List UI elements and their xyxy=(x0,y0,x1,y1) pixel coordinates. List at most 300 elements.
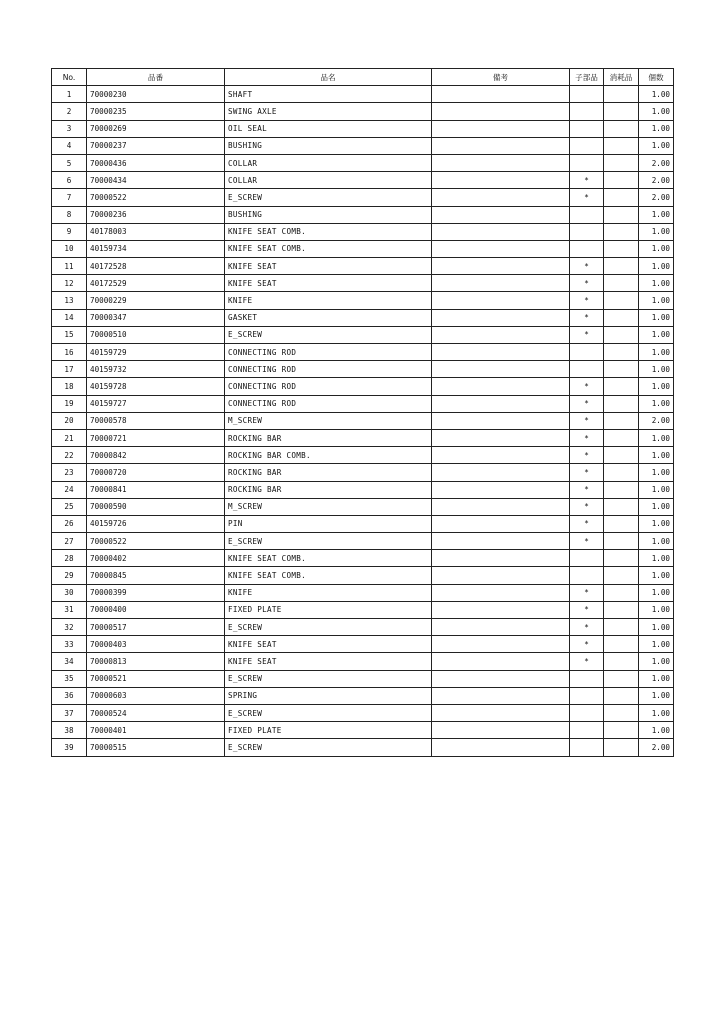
cell-no: 1 xyxy=(52,86,87,103)
cell-remarks xyxy=(432,481,570,498)
cell-quantity: 1.00 xyxy=(639,395,674,412)
cell-quantity: 1.00 xyxy=(639,103,674,120)
cell-part-name: SHAFT xyxy=(225,86,432,103)
cell-remarks xyxy=(432,378,570,395)
cell-sub-part xyxy=(570,361,604,378)
cell-consumable xyxy=(604,687,639,704)
cell-consumable xyxy=(604,292,639,309)
cell-no: 8 xyxy=(52,206,87,223)
cell-quantity: 1.00 xyxy=(639,567,674,584)
cell-no: 20 xyxy=(52,412,87,429)
cell-part-name: BUSHING xyxy=(225,137,432,154)
table-row xyxy=(52,567,674,584)
cell-quantity: 2.00 xyxy=(639,189,674,206)
cell-sub-part xyxy=(570,103,604,120)
cell-consumable xyxy=(604,378,639,395)
parts-rows xyxy=(52,86,674,756)
cell-part-name: KNIFE SEAT xyxy=(225,653,432,670)
cell-no: 32 xyxy=(52,619,87,636)
cell-sub-part: * xyxy=(570,292,604,309)
cell-no: 21 xyxy=(52,429,87,446)
cell-remarks xyxy=(432,189,570,206)
cell-consumable xyxy=(604,584,639,601)
cell-sub-part xyxy=(570,120,604,137)
table-row xyxy=(52,361,674,378)
cell-no: 34 xyxy=(52,653,87,670)
cell-quantity: 1.00 xyxy=(639,653,674,670)
cell-part-name: CONNECTING ROD xyxy=(225,395,432,412)
header-quantity: 個数 xyxy=(639,69,674,86)
cell-remarks xyxy=(432,172,570,189)
cell-consumable xyxy=(604,172,639,189)
cell-sub-part xyxy=(570,206,604,223)
cell-remarks xyxy=(432,206,570,223)
cell-quantity: 1.00 xyxy=(639,240,674,257)
header-row xyxy=(52,69,674,86)
cell-remarks xyxy=(432,515,570,532)
cell-part-number: 40172528 xyxy=(87,258,225,275)
cell-part-number: 70000403 xyxy=(87,636,225,653)
cell-part-name: PIN xyxy=(225,515,432,532)
cell-part-name: E_SCREW xyxy=(225,619,432,636)
cell-sub-part: * xyxy=(570,584,604,601)
cell-part-number: 70000434 xyxy=(87,172,225,189)
cell-part-number: 70000522 xyxy=(87,189,225,206)
cell-part-number: 70000517 xyxy=(87,619,225,636)
cell-remarks xyxy=(432,344,570,361)
cell-sub-part: * xyxy=(570,619,604,636)
cell-no: 39 xyxy=(52,739,87,756)
table-row xyxy=(52,103,674,120)
cell-part-name: KNIFE SEAT xyxy=(225,275,432,292)
table-row xyxy=(52,429,674,446)
cell-no: 11 xyxy=(52,258,87,275)
cell-sub-part xyxy=(570,567,604,584)
cell-quantity: 1.00 xyxy=(639,326,674,343)
cell-no: 13 xyxy=(52,292,87,309)
cell-part-name: FIXED PLATE xyxy=(225,601,432,618)
cell-sub-part xyxy=(570,344,604,361)
cell-part-name: OIL SEAL xyxy=(225,120,432,137)
cell-sub-part: * xyxy=(570,189,604,206)
table-row xyxy=(52,172,674,189)
cell-remarks xyxy=(432,550,570,567)
cell-part-name: M_SCREW xyxy=(225,412,432,429)
cell-sub-part xyxy=(570,722,604,739)
table-row xyxy=(52,498,674,515)
cell-part-name: KNIFE SEAT xyxy=(225,258,432,275)
cell-part-name: E_SCREW xyxy=(225,739,432,756)
cell-quantity: 1.00 xyxy=(639,498,674,515)
cell-no: 18 xyxy=(52,378,87,395)
cell-remarks xyxy=(432,103,570,120)
cell-remarks xyxy=(432,447,570,464)
cell-remarks xyxy=(432,309,570,326)
cell-sub-part xyxy=(570,687,604,704)
cell-consumable xyxy=(604,223,639,240)
cell-consumable xyxy=(604,670,639,687)
cell-quantity: 1.00 xyxy=(639,137,674,154)
cell-sub-part: * xyxy=(570,172,604,189)
cell-part-name: KNIFE SEAT COMB. xyxy=(225,240,432,257)
cell-part-number: 70000813 xyxy=(87,653,225,670)
cell-consumable xyxy=(604,447,639,464)
cell-sub-part xyxy=(570,154,604,171)
cell-remarks xyxy=(432,704,570,721)
cell-sub-part: * xyxy=(570,429,604,446)
cell-consumable xyxy=(604,206,639,223)
table-row xyxy=(52,670,674,687)
cell-sub-part: * xyxy=(570,378,604,395)
table-row xyxy=(52,292,674,309)
cell-no: 5 xyxy=(52,154,87,171)
cell-part-name: SPRING xyxy=(225,687,432,704)
cell-no: 33 xyxy=(52,636,87,653)
cell-quantity: 1.00 xyxy=(639,309,674,326)
cell-sub-part xyxy=(570,223,604,240)
table-row xyxy=(52,533,674,550)
cell-consumable xyxy=(604,137,639,154)
table-row xyxy=(52,223,674,240)
cell-sub-part: * xyxy=(570,326,604,343)
cell-consumable xyxy=(604,481,639,498)
cell-no: 16 xyxy=(52,344,87,361)
cell-consumable xyxy=(604,361,639,378)
cell-quantity: 1.00 xyxy=(639,601,674,618)
cell-part-name: E_SCREW xyxy=(225,533,432,550)
cell-quantity: 1.00 xyxy=(639,292,674,309)
cell-part-name: CONNECTING ROD xyxy=(225,361,432,378)
table-row xyxy=(52,722,674,739)
cell-consumable xyxy=(604,326,639,343)
cell-consumable xyxy=(604,429,639,446)
cell-consumable xyxy=(604,601,639,618)
cell-part-name: KNIFE SEAT COMB. xyxy=(225,550,432,567)
cell-quantity: 2.00 xyxy=(639,739,674,756)
cell-quantity: 2.00 xyxy=(639,172,674,189)
cell-consumable xyxy=(604,120,639,137)
table-row xyxy=(52,275,674,292)
cell-no: 19 xyxy=(52,395,87,412)
cell-remarks xyxy=(432,653,570,670)
cell-part-number: 40159727 xyxy=(87,395,225,412)
cell-part-number: 40159728 xyxy=(87,378,225,395)
cell-consumable xyxy=(604,739,639,756)
cell-quantity: 1.00 xyxy=(639,636,674,653)
cell-consumable xyxy=(604,395,639,412)
table-row xyxy=(52,550,674,567)
cell-sub-part xyxy=(570,240,604,257)
cell-no: 38 xyxy=(52,722,87,739)
cell-part-name: GASKET xyxy=(225,309,432,326)
cell-consumable xyxy=(604,619,639,636)
cell-remarks xyxy=(432,739,570,756)
cell-sub-part xyxy=(570,670,604,687)
cell-remarks xyxy=(432,326,570,343)
table-row xyxy=(52,86,674,103)
table-row xyxy=(52,653,674,670)
table-row xyxy=(52,189,674,206)
header-no: No. xyxy=(52,69,87,86)
cell-part-name: KNIFE xyxy=(225,584,432,601)
cell-quantity: 1.00 xyxy=(639,120,674,137)
cell-remarks xyxy=(432,464,570,481)
cell-part-number: 70000842 xyxy=(87,447,225,464)
cell-consumable xyxy=(604,412,639,429)
cell-sub-part xyxy=(570,704,604,721)
cell-part-number: 70000229 xyxy=(87,292,225,309)
cell-part-name: E_SCREW xyxy=(225,326,432,343)
cell-no: 10 xyxy=(52,240,87,257)
cell-part-number: 70000721 xyxy=(87,429,225,446)
cell-part-name: ROCKING BAR xyxy=(225,481,432,498)
cell-quantity: 1.00 xyxy=(639,670,674,687)
cell-part-name: BUSHING xyxy=(225,206,432,223)
cell-part-number: 70000399 xyxy=(87,584,225,601)
cell-part-number: 70000269 xyxy=(87,120,225,137)
cell-no: 30 xyxy=(52,584,87,601)
cell-remarks xyxy=(432,395,570,412)
cell-remarks xyxy=(432,498,570,515)
cell-remarks xyxy=(432,533,570,550)
header-sub-part: 子部品 xyxy=(570,69,604,86)
cell-quantity: 1.00 xyxy=(639,464,674,481)
table-row xyxy=(52,154,674,171)
table-row xyxy=(52,395,674,412)
header-consumable: 消耗品 xyxy=(604,69,639,86)
cell-consumable xyxy=(604,515,639,532)
cell-quantity: 1.00 xyxy=(639,361,674,378)
cell-part-name: E_SCREW xyxy=(225,670,432,687)
cell-remarks xyxy=(432,240,570,257)
cell-part-number: 70000524 xyxy=(87,704,225,721)
cell-quantity: 1.00 xyxy=(639,515,674,532)
cell-consumable xyxy=(604,498,639,515)
cell-remarks xyxy=(432,619,570,636)
cell-no: 22 xyxy=(52,447,87,464)
cell-quantity: 1.00 xyxy=(639,687,674,704)
cell-sub-part: * xyxy=(570,309,604,326)
cell-sub-part xyxy=(570,739,604,756)
table-row xyxy=(52,636,674,653)
cell-part-number: 70000400 xyxy=(87,601,225,618)
cell-part-number: 70000436 xyxy=(87,154,225,171)
table-row xyxy=(52,584,674,601)
cell-no: 3 xyxy=(52,120,87,137)
cell-part-number: 70000522 xyxy=(87,533,225,550)
cell-part-name: ROCKING BAR COMB. xyxy=(225,447,432,464)
cell-remarks xyxy=(432,120,570,137)
cell-consumable xyxy=(604,103,639,120)
cell-no: 4 xyxy=(52,137,87,154)
cell-sub-part: * xyxy=(570,395,604,412)
cell-no: 29 xyxy=(52,567,87,584)
cell-part-number: 40172529 xyxy=(87,275,225,292)
cell-no: 2 xyxy=(52,103,87,120)
cell-quantity: 1.00 xyxy=(639,86,674,103)
cell-part-name: E_SCREW xyxy=(225,704,432,721)
table-row xyxy=(52,120,674,137)
cell-remarks xyxy=(432,601,570,618)
cell-part-name: CONNECTING ROD xyxy=(225,378,432,395)
cell-consumable xyxy=(604,86,639,103)
cell-quantity: 1.00 xyxy=(639,704,674,721)
cell-no: 12 xyxy=(52,275,87,292)
header-part-number: 品番 xyxy=(87,69,225,86)
cell-remarks xyxy=(432,412,570,429)
cell-sub-part: * xyxy=(570,412,604,429)
cell-remarks xyxy=(432,292,570,309)
cell-quantity: 1.00 xyxy=(639,344,674,361)
cell-consumable xyxy=(604,258,639,275)
cell-part-number: 70000230 xyxy=(87,86,225,103)
cell-part-number: 40178003 xyxy=(87,223,225,240)
cell-quantity: 2.00 xyxy=(639,154,674,171)
cell-part-number: 70000578 xyxy=(87,412,225,429)
cell-quantity: 1.00 xyxy=(639,258,674,275)
table-row xyxy=(52,412,674,429)
cell-no: 25 xyxy=(52,498,87,515)
cell-no: 23 xyxy=(52,464,87,481)
cell-no: 36 xyxy=(52,687,87,704)
cell-consumable xyxy=(604,550,639,567)
cell-remarks xyxy=(432,567,570,584)
cell-part-name: KNIFE SEAT COMB. xyxy=(225,223,432,240)
cell-remarks xyxy=(432,154,570,171)
table-row xyxy=(52,601,674,618)
cell-no: 9 xyxy=(52,223,87,240)
cell-quantity: 1.00 xyxy=(639,550,674,567)
cell-part-name: CONNECTING ROD xyxy=(225,344,432,361)
cell-no: 31 xyxy=(52,601,87,618)
cell-part-number: 70000235 xyxy=(87,103,225,120)
cell-no: 27 xyxy=(52,533,87,550)
cell-remarks xyxy=(432,584,570,601)
cell-part-name: ROCKING BAR xyxy=(225,464,432,481)
cell-consumable xyxy=(604,636,639,653)
table-row xyxy=(52,206,674,223)
table-row xyxy=(52,258,674,275)
header-part-name: 品名 xyxy=(225,69,432,86)
cell-no: 28 xyxy=(52,550,87,567)
cell-part-number: 70000603 xyxy=(87,687,225,704)
cell-sub-part: * xyxy=(570,464,604,481)
cell-part-number: 70000841 xyxy=(87,481,225,498)
cell-remarks xyxy=(432,137,570,154)
table-row xyxy=(52,464,674,481)
cell-sub-part: * xyxy=(570,258,604,275)
cell-no: 6 xyxy=(52,172,87,189)
cell-consumable xyxy=(604,464,639,481)
header-remarks: 備考 xyxy=(432,69,570,86)
cell-part-name: M_SCREW xyxy=(225,498,432,515)
cell-remarks xyxy=(432,361,570,378)
cell-sub-part: * xyxy=(570,515,604,532)
cell-no: 15 xyxy=(52,326,87,343)
cell-sub-part xyxy=(570,137,604,154)
cell-part-number: 70000845 xyxy=(87,567,225,584)
cell-sub-part: * xyxy=(570,601,604,618)
cell-consumable xyxy=(604,240,639,257)
cell-consumable xyxy=(604,722,639,739)
cell-part-name: KNIFE xyxy=(225,292,432,309)
cell-part-name: KNIFE SEAT COMB. xyxy=(225,567,432,584)
cell-remarks xyxy=(432,429,570,446)
cell-sub-part: * xyxy=(570,533,604,550)
table-row xyxy=(52,309,674,326)
cell-part-number: 70000590 xyxy=(87,498,225,515)
cell-quantity: 1.00 xyxy=(639,481,674,498)
cell-part-name: COLLAR xyxy=(225,172,432,189)
table-row xyxy=(52,240,674,257)
cell-sub-part: * xyxy=(570,498,604,515)
cell-part-name: FIXED PLATE xyxy=(225,722,432,739)
cell-remarks xyxy=(432,223,570,240)
cell-no: 37 xyxy=(52,704,87,721)
cell-no: 24 xyxy=(52,481,87,498)
cell-quantity: 1.00 xyxy=(639,223,674,240)
cell-consumable xyxy=(604,189,639,206)
table-row xyxy=(52,739,674,756)
table-row xyxy=(52,378,674,395)
cell-part-number: 40159734 xyxy=(87,240,225,257)
cell-consumable xyxy=(604,154,639,171)
cell-part-number: 40159732 xyxy=(87,361,225,378)
cell-sub-part: * xyxy=(570,481,604,498)
cell-consumable xyxy=(604,309,639,326)
table-row xyxy=(52,137,674,154)
cell-part-name: ROCKING BAR xyxy=(225,429,432,446)
table-row xyxy=(52,704,674,721)
table-row xyxy=(52,515,674,532)
cell-no: 35 xyxy=(52,670,87,687)
cell-no: 14 xyxy=(52,309,87,326)
cell-remarks xyxy=(432,275,570,292)
cell-consumable xyxy=(604,275,639,292)
cell-sub-part: * xyxy=(570,275,604,292)
cell-consumable xyxy=(604,533,639,550)
cell-part-number: 70000401 xyxy=(87,722,225,739)
cell-sub-part: * xyxy=(570,636,604,653)
cell-part-number: 70000515 xyxy=(87,739,225,756)
cell-consumable xyxy=(604,344,639,361)
cell-part-name: COLLAR xyxy=(225,154,432,171)
cell-quantity: 1.00 xyxy=(639,533,674,550)
cell-no: 7 xyxy=(52,189,87,206)
cell-quantity: 1.00 xyxy=(639,429,674,446)
table-row xyxy=(52,326,674,343)
cell-part-number: 70000347 xyxy=(87,309,225,326)
cell-remarks xyxy=(432,636,570,653)
cell-part-number: 70000720 xyxy=(87,464,225,481)
cell-remarks xyxy=(432,258,570,275)
cell-part-number: 70000402 xyxy=(87,550,225,567)
table-row xyxy=(52,481,674,498)
cell-quantity: 1.00 xyxy=(639,584,674,601)
cell-quantity: 1.00 xyxy=(639,722,674,739)
cell-no: 26 xyxy=(52,515,87,532)
table-row xyxy=(52,447,674,464)
cell-part-number: 40159729 xyxy=(87,344,225,361)
cell-no: 17 xyxy=(52,361,87,378)
cell-part-number: 70000236 xyxy=(87,206,225,223)
cell-part-number: 70000521 xyxy=(87,670,225,687)
cell-part-number: 70000510 xyxy=(87,326,225,343)
cell-sub-part xyxy=(570,86,604,103)
cell-quantity: 1.00 xyxy=(639,275,674,292)
cell-remarks xyxy=(432,670,570,687)
table-row xyxy=(52,619,674,636)
